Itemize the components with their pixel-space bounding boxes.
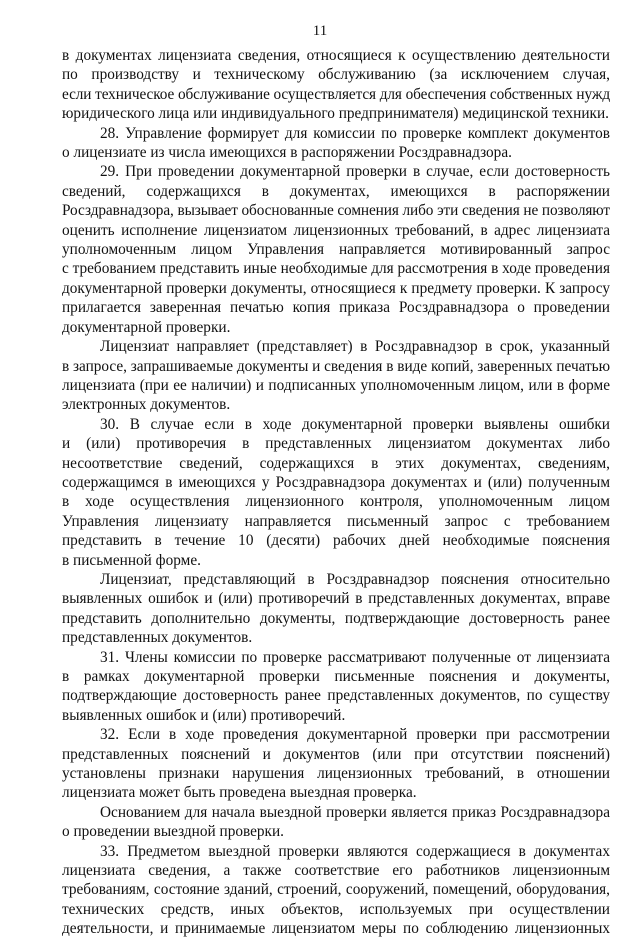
text-line: лицензиата (при ее наличии) и подписанных уполномоченным лицом, или в форме [62, 376, 610, 394]
text-line: подтверждающие достоверность ранее представленных документов, по существу [62, 687, 610, 705]
document-body [62, 46, 610, 939]
text-line: о проведении выездной проверки. [62, 823, 284, 841]
text-line: электронных документов. [62, 396, 231, 414]
text-line: Основанием для начала выездной проверки является приказ Росздравнадзора [100, 803, 610, 821]
text-line: Лицензиат, представляющий в Росздравнадзор пояснения относительно [100, 570, 610, 588]
text-line: документарной проверки документы, относящиеся к предмету проверки. К запросу [62, 279, 610, 297]
text-line: деятельности, и принимаемые лицензиатом меры по соблюдению лицензионных [62, 920, 610, 938]
text-line: прилагается заверенная печатью копия приказа Росздравнадзора о проведении [62, 299, 610, 317]
text-line: представить дополнительно документы, подтверждающие достоверность ранее [62, 609, 610, 627]
text-line: в ходе осуществления лицензионного контроля, уполномоченным лицом [62, 493, 610, 511]
text-line: Росздравнадзора, вызывает обоснованные сомнения либо эти сведения не позволяют [62, 202, 610, 220]
text-line: и (или) противоречия в представленных лицензиатом документах либо [62, 435, 610, 453]
text-line: с требованием представить иные необходимые для рассмотрения в ходе проведения [62, 260, 610, 278]
text-line: уполномоченным лицом Управления направляется мотивированный запрос [62, 241, 610, 259]
text-line: технических средств, иных объектов, используемых при осуществлении [62, 900, 610, 918]
text-line: 28. Управление формирует для комиссии по проверке комплект документов [100, 124, 610, 142]
text-line: Управления лицензиату направляется письменный запрос с требованием [62, 512, 610, 530]
text-line: если техническое обслуживание осуществляется для обеспечения собственных нужд [62, 85, 611, 103]
text-line: требованиям, состояние зданий, строений, сооружений, помещений, оборудования, [62, 881, 610, 899]
text-line: представленных пояснений и документов (или при отсутствии пояснений) [62, 745, 610, 763]
text-line: несоответствие сведений, содержащихся в этих документах, сведениям, [62, 454, 610, 472]
text-line: представленных документов. [62, 629, 253, 647]
text-line: содержащимся в имеющихся у Росздравнадзора документах и (или) полученным [62, 473, 610, 491]
page-number: 11 [312, 23, 328, 39]
text-line: 30. В случае если в ходе документарной проверки выявлены ошибки [100, 415, 610, 433]
text-line: 32. Если в ходе проведения документарной проверки при рассмотрении [100, 726, 610, 744]
text-line: выявленных ошибок и (или) противоречий. [62, 706, 346, 724]
text-line: оценить исполнение лицензиатом лицензионных требований, в адрес лицензиата [62, 221, 610, 239]
text-line: документарной проверки. [62, 318, 231, 336]
text-line: 33. Предметом выездной проверки являются содержащиеся в документах [100, 842, 610, 860]
text-line: в запросе, запрашиваемые документы и сведения в виде копий, заверенных печатью [62, 357, 611, 375]
text-line: лицензиата сведения, а также соответствие его работников лицензионным [62, 862, 610, 880]
text-line: в рамках документарной проверки письменные пояснения и документы, [62, 668, 610, 685]
text-line: юридического лица или индивидуального предпринимателя) медицинской техники. [62, 105, 609, 123]
text-line: представить в течение 10 (десяти) рабочих дней необходимые пояснения [62, 532, 610, 550]
text-line: Лицензиат направляет (представляет) в Росздравнадзор в срок, указанный [100, 338, 610, 356]
text-line: 31. Члены комиссии по проверке рассматривают полученные от лицензиата [100, 648, 610, 666]
text-line: по производству и техническому обслуживанию (за исключением случая, [62, 66, 610, 84]
text-line: сведений, содержащихся в документах, имеющихся в распоряжении [62, 182, 610, 200]
text-line: установлены признаки нарушения лицензионных требований, в отношении [62, 765, 610, 783]
text-line: в письменной форме. [62, 551, 201, 569]
text-line: 29. При проведении документарной проверки в случае, если достоверность [100, 163, 610, 181]
text-line: лицензиата может быть проведена выездная проверка. [62, 784, 417, 802]
text-line: в документах лицензиата сведения, относящиеся к осуществлению деятельности [62, 47, 610, 64]
text-line: о лицензиате из числа имеющихся в распоряжении Росздравнадзора. [62, 144, 512, 162]
text-line: выявленных ошибок и (или) противоречий в представленных документах, вправе [62, 590, 610, 608]
